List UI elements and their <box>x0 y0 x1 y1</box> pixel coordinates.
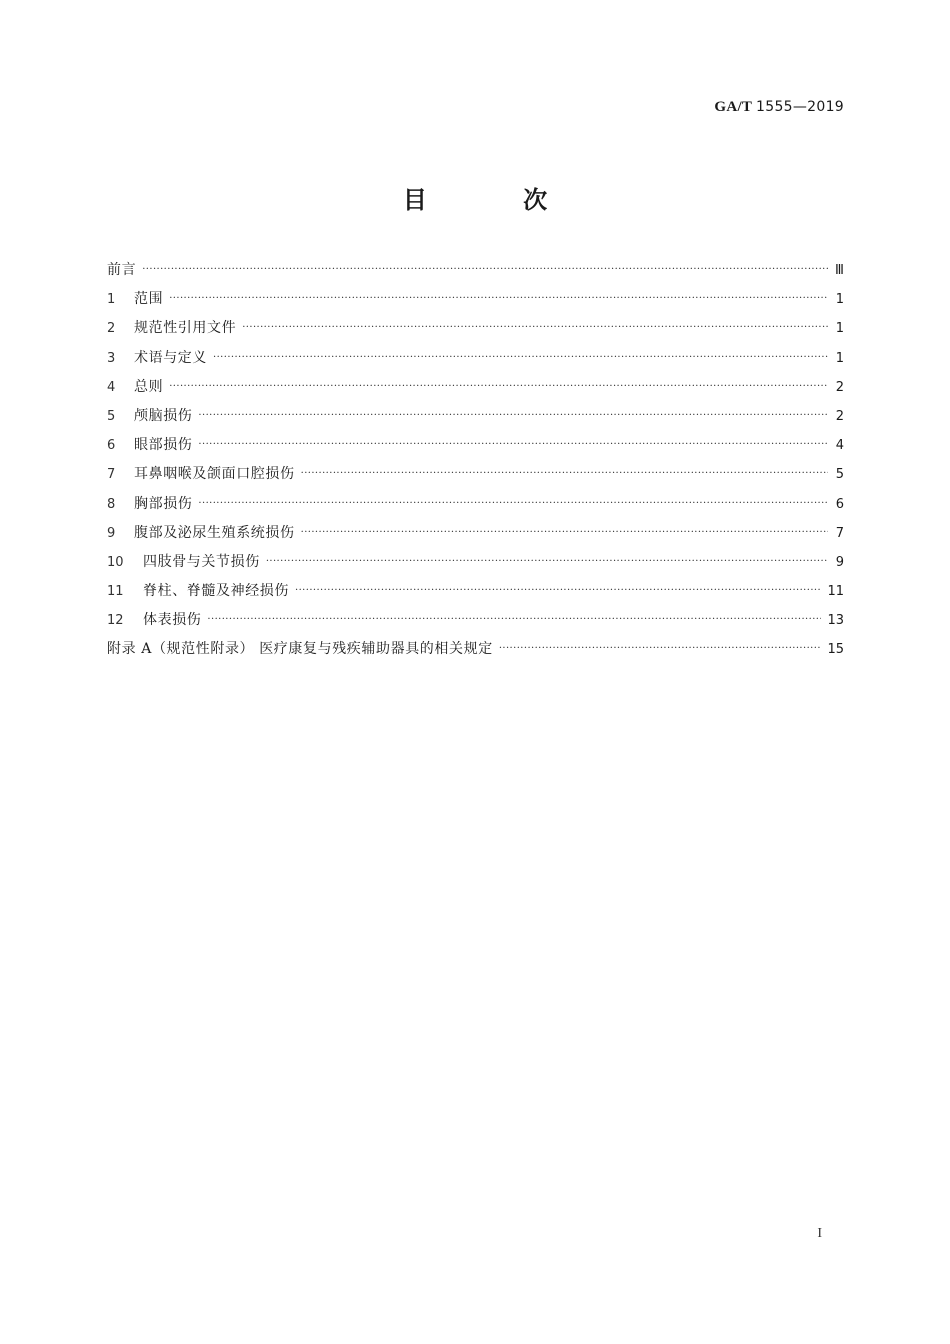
toc-entry-page: 13 <box>827 613 844 629</box>
toc-entry-1[interactable] <box>107 288 844 317</box>
toc-leader-dots <box>301 468 828 479</box>
toc-entry-number: 12 <box>107 613 124 629</box>
toc-entry-foreword[interactable] <box>107 259 844 288</box>
toc-entry-11[interactable] <box>107 580 844 609</box>
toc-entry-page: 1 <box>835 350 844 366</box>
toc-entry-7[interactable] <box>107 463 844 492</box>
toc-entry-number: 7 <box>107 467 116 483</box>
toc-entry-page: 5 <box>835 467 844 483</box>
toc-entry-title: 术语与定义 <box>134 349 207 366</box>
toc-leader-dots <box>499 643 822 654</box>
toc-entry-title: 范围 <box>134 291 164 308</box>
toc-entry-page: 1 <box>835 321 844 337</box>
toc-entry-number: 6 <box>107 438 116 454</box>
toc-entry-12[interactable] <box>107 609 844 638</box>
toc-entry-appendix-a[interactable] <box>107 638 844 667</box>
toc-entry-number: 8 <box>107 496 116 512</box>
page-number: I <box>817 1226 822 1241</box>
toc-entry-2[interactable] <box>107 317 844 346</box>
toc-entry-title: 脊柱、脊髓及神经损伤 <box>143 583 289 600</box>
toc-entry-page: 4 <box>835 438 844 454</box>
toc-leader-dots <box>198 498 828 509</box>
toc-entry-page: 9 <box>835 554 844 570</box>
toc-entry-title: 腹部及泌尿生殖系统损伤 <box>134 524 295 541</box>
toc-leader-dots <box>142 264 828 275</box>
toc-entry-page: 7 <box>835 525 844 541</box>
toc-leader-dots <box>169 293 828 304</box>
toc-entry-10[interactable] <box>107 551 844 580</box>
toc-entry-page: 15 <box>827 642 844 658</box>
toc-leader-dots <box>207 614 821 625</box>
toc-entry-page: Ⅲ <box>835 263 844 278</box>
toc-entry-title: 眼部损伤 <box>134 437 193 454</box>
toc-entry-4[interactable] <box>107 376 844 405</box>
toc-leader-dots <box>169 381 828 392</box>
toc-entry-number: 2 <box>107 321 116 337</box>
toc-entry-number: 4 <box>107 379 116 395</box>
toc-leader-dots <box>301 527 828 538</box>
toc-entry-5[interactable] <box>107 405 844 434</box>
standard-number: 1555—2019 <box>756 99 844 115</box>
toc-entry-page: 11 <box>827 584 844 600</box>
table-of-contents <box>107 259 844 668</box>
toc-entry-page: 1 <box>835 292 844 308</box>
toc-entry-number: 11 <box>107 584 124 600</box>
toc-entry-title: 四肢骨与关节损伤 <box>143 553 260 570</box>
toc-entry-title: 耳鼻咽喉及颌面口腔损伤 <box>134 466 295 483</box>
toc-entry-9[interactable] <box>107 522 844 551</box>
page-title: 目 次 <box>402 186 592 214</box>
toc-leader-dots <box>242 322 828 333</box>
toc-entry-title: 规范性引用文件 <box>134 320 237 337</box>
toc-leader-dots <box>198 410 828 421</box>
toc-entry-title: 总则 <box>134 378 164 395</box>
toc-entry-number: 9 <box>107 525 116 541</box>
toc-entry-title: 颅脑损伤 <box>134 407 193 424</box>
toc-entry-title: 附录 A（规范性附录） 医疗康复与残疾辅助器具的相关规定 <box>107 641 493 658</box>
toc-leader-dots <box>198 439 828 450</box>
toc-entry-number: 10 <box>107 554 124 570</box>
toc-entry-page: 6 <box>835 496 844 512</box>
standard-prefix: GA/T <box>714 99 752 115</box>
toc-entry-page: 2 <box>835 379 844 395</box>
toc-entry-title: 胸部损伤 <box>134 495 193 512</box>
toc-entry-title: 体表损伤 <box>143 612 202 629</box>
toc-entry-number: 3 <box>107 350 116 366</box>
toc-entry-3[interactable] <box>107 347 844 376</box>
toc-entry-8[interactable] <box>107 493 844 522</box>
toc-leader-dots <box>266 556 828 567</box>
toc-entry-number: 1 <box>107 292 116 308</box>
toc-entry-page: 2 <box>835 408 844 424</box>
toc-leader-dots <box>213 352 828 363</box>
toc-leader-dots <box>295 585 821 596</box>
standard-code <box>714 99 844 116</box>
toc-entry-number: 5 <box>107 408 116 424</box>
toc-entry-6[interactable] <box>107 434 844 463</box>
toc-entry-title: 前言 <box>107 262 137 278</box>
